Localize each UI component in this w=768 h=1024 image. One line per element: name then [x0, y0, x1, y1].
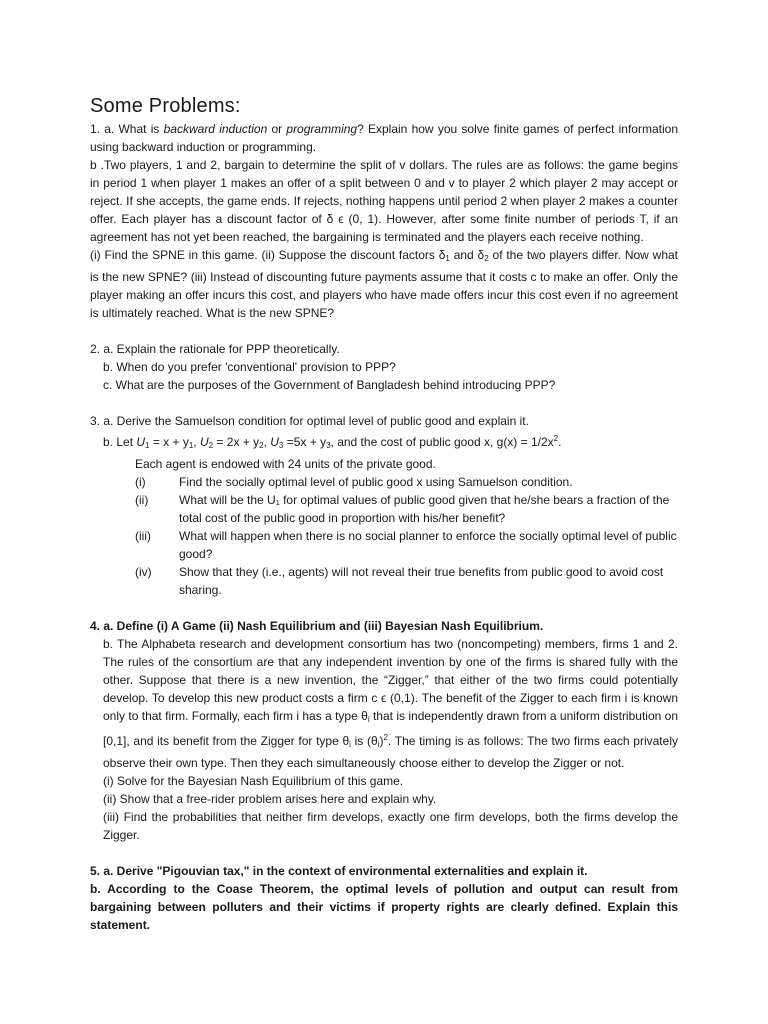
q3-b-ysub1: 1 [188, 441, 194, 450]
q1-a-text: 1. a. What is [90, 122, 164, 136]
q4-b-sup: 2 [383, 733, 388, 742]
q3-b-comma1: , [193, 435, 200, 449]
q4-b-is: is (θ [350, 734, 378, 748]
q3-b-u1: U [136, 435, 146, 449]
q1-part-c [90, 246, 678, 322]
q4-b-sub3: i [377, 740, 380, 749]
q4-part-a: 4. a. Define (i) A Game (ii) Nash Equilibrium and (iii) Bayesian Nash Equilibrium. [90, 619, 544, 633]
q5-part-b: b. According to the Coase Theorem, the optimal levels of pollution and output can result from bargaining between polluters and their victims if property rights are clearly defined. Explain this statement. [90, 882, 678, 932]
q3-b-sub2: 2 [208, 441, 214, 450]
q1-c-sub1: 1 [445, 254, 450, 263]
q3-item [135, 563, 678, 599]
q3-items [90, 473, 678, 599]
q3-b-comma2: , [263, 435, 271, 449]
q3-b-sup: 2 [553, 434, 559, 443]
q1-a-term1: backward induction [163, 122, 268, 136]
q3-b-u3: U [270, 435, 279, 449]
q1-c-text: (i) Find the SPNE in this game. (ii) Suppose the discount factors δ [90, 248, 446, 262]
q3-b-sub3: 3 [278, 441, 284, 450]
q3-item [135, 473, 678, 491]
q4-b-text-end: . The timing is as follows: The two firms each privately observe their own type. Then they each simultaneously choose either to develop the Zigger or not. [103, 734, 678, 770]
q3-b-period: . [558, 435, 562, 449]
q3-item-number: (i) [135, 475, 146, 489]
q1-c-sub2: 2 [484, 254, 489, 263]
q4-b-close: ) [379, 734, 384, 748]
q3-b-u2: U [199, 435, 209, 449]
q3-b-eq1: = x + y [149, 435, 189, 449]
q3-endowment: Each agent is endowed with 24 units of the private good. [135, 457, 436, 471]
q4-b-sub2: i [349, 740, 351, 749]
q1-a-or: or [267, 122, 287, 136]
q4-item-i: (i) Solve for the Bayesian Nash Equilibrium of this game. [103, 774, 404, 788]
q3-item-text: Find the socially optimal level of public good x using Samuelson condition. [179, 475, 573, 489]
q2-part-b: b. When do you prefer 'conventional' provision to PPP? [103, 360, 396, 374]
document-page [90, 94, 678, 934]
q3-b-ysub3: 3 [326, 441, 331, 450]
q3-part-a: 3. a. Derive the Samuelson condition for optimal level of public good and explain it. [90, 414, 529, 428]
q3-b-text: b. Let [103, 435, 137, 449]
q3-b-text-end: , and the cost of public good x, g(x) = 1/2x [330, 435, 554, 449]
q3-item-number: (ii) [135, 493, 149, 507]
q3-item-text: What will happen when there is no social planner to enforce the socially optimal level of public good? [179, 529, 677, 561]
q1-part-b: b .Two players, 1 and 2, bargain to determine the split of v dollars. The rules are as follows: the game begins in period 1 when player 1 makes an offer of a split between 0 and v to player 2 which player 2 may accept or reject. If she accepts, the game ends. If rejects, nothing happens until period 2 when player 2 makes a counter offer. Each player has a discount factor of δ ϵ (0, 1). However, after some finite number of periods T, if an agreement has not yet been reached, the bargaining is terminated and the players each receive nothing. [90, 158, 678, 244]
q1-part-a [90, 120, 678, 156]
q2-part-a: 2. a. Explain the rationale for PPP theoretically. [90, 342, 340, 356]
q1-c-text-end: of the two players differ. Now what is the new SPNE? (iii) Instead of discounting future payments assume that it costs c to make an offer. Only the player making an offer incurs this cost, and players who have made offers incur this cost even if no agreement is ultimately reached. What is the new SPNE? [90, 248, 679, 320]
q3-item-number: (iv) [135, 565, 152, 579]
page-title: Some Problems: [90, 95, 241, 117]
q1-a-text-end: ? Explain how you solve finite games of perfect information using backward induction or programming. [90, 122, 678, 154]
q5-part-a: 5. a. Derive "Pigouvian tax," in the context of environmental externalities and explain it. [90, 864, 588, 878]
q1-c-and: and δ [449, 248, 485, 262]
q3-b-sub1: 1 [145, 441, 150, 450]
q3-b-ysub2: 2 [259, 441, 264, 450]
q3-item-text: What will be the U₁ for optimal values of public good given that he/she bears a fraction of the total cost of the public good in proportion with his/her benefit? [179, 493, 670, 525]
q2-part-c: c. What are the purposes of the Government of Bangladesh behind introducing PPP? [103, 378, 556, 392]
q4-item-iii: (iii) Find the probabilities that neither firm develops, exactly one firm develops, both the firms develop the Zigger. [103, 810, 678, 842]
q4-b-text: b. The Alphabeta research and development consortium has two (noncompeting) members, firms 1 and 2. The rules of the consortium are that any independent invention by one of the firms is shared fully with the other. Suppose that there is a new invention, the “Zigger,” that either of the two firms could potentially develop. To develop this new product costs a firm c ϵ (0,1). The benefit of the Zigger to each firm i is known only to that firm. Formally, each firm i has a type θ [103, 637, 678, 723]
q4-item-ii: (ii) Show that a free-rider problem arises here and explain why. [103, 792, 437, 806]
q4-part-b [90, 635, 678, 772]
q4-b-sub1: i [367, 715, 370, 724]
q3-part-b [90, 430, 678, 455]
q3-b-eq3: =5x + y [283, 435, 327, 449]
q4-b-text-mid: that is independently drawn from a uniform distribution on [0,1], and its benefit from the Zigger for type θ [103, 709, 679, 748]
q3-item-number: (iii) [135, 529, 151, 543]
q3-item-text: Show that they (i.e., agents) will not reveal their true benefits from public good to avoid cost sharing. [179, 565, 664, 597]
q3-item [135, 491, 678, 527]
q3-b-eq2: = 2x + y [213, 435, 260, 449]
q1-a-term2: programming [286, 122, 358, 136]
q3-item [135, 527, 678, 563]
